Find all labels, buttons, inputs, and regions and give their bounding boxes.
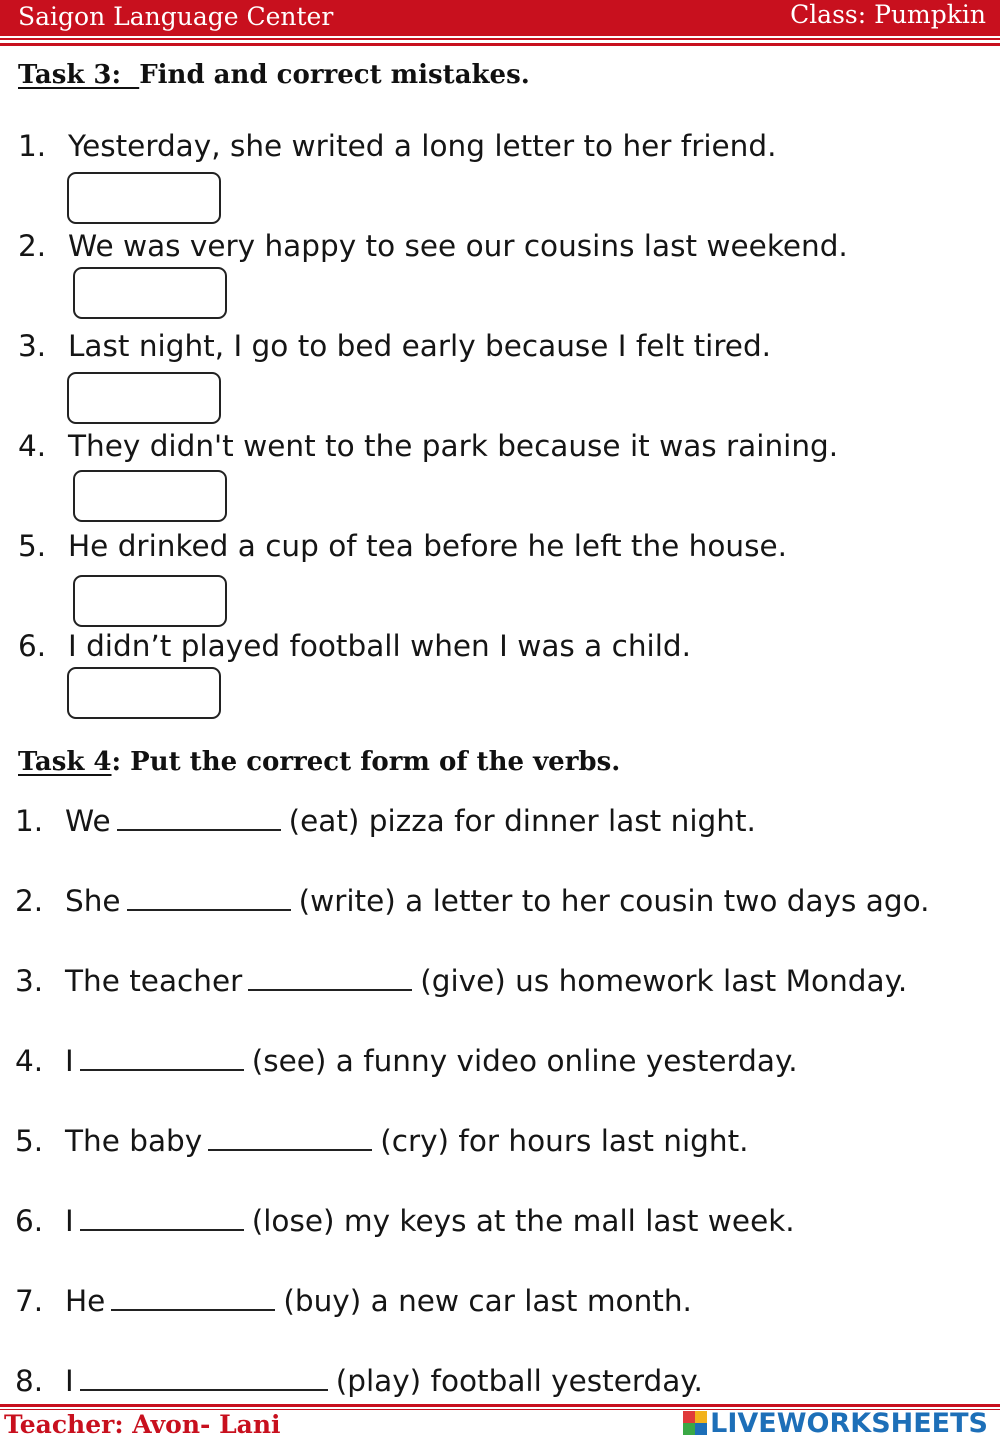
item-subject: The teacher xyxy=(65,964,243,998)
item-rest: (give) us homework last Monday. xyxy=(420,964,908,998)
answer-blank[interactable] xyxy=(80,1203,244,1231)
task3-item xyxy=(18,629,691,663)
item-rest: (eat) pizza for dinner last night. xyxy=(288,804,756,838)
teacher-name: Teacher: Avon- Lani xyxy=(4,1410,281,1439)
item-subject: The baby xyxy=(65,1124,203,1158)
item-sentence: Yesterday, she writed a long letter to her friend. xyxy=(68,129,777,163)
header-bar xyxy=(0,0,1000,36)
item-subject: She xyxy=(65,884,121,918)
header-divider xyxy=(0,38,1000,40)
answer-blank[interactable] xyxy=(117,803,281,831)
answer-blank[interactable] xyxy=(248,963,412,991)
item-number: 5. xyxy=(18,529,47,563)
item-number: 2. xyxy=(15,884,44,918)
item-number: 6. xyxy=(18,629,47,663)
task4-heading xyxy=(18,747,620,777)
header-divider xyxy=(0,43,1000,46)
item-number: 8. xyxy=(15,1364,44,1398)
task3-item xyxy=(18,429,838,463)
item-rest: (play) football yesterday. xyxy=(335,1364,703,1398)
item-sentence: We was very happy to see our cousins last weekend. xyxy=(68,229,848,263)
task4-label: Task 4 xyxy=(18,747,112,777)
answer-box[interactable] xyxy=(73,267,227,319)
item-number: 6. xyxy=(15,1204,44,1238)
task4-title: : Put the correct form of the verbs. xyxy=(111,747,621,777)
logo-text: LIVEWORKSHEETS xyxy=(710,1407,988,1439)
item-rest: (buy) a new car last month. xyxy=(283,1284,692,1318)
task3-item xyxy=(18,329,771,363)
task3-item xyxy=(18,529,787,563)
item-sentence: I didn’t played football when I was a child. xyxy=(68,629,692,663)
liveworksheets-logo xyxy=(683,1406,988,1440)
answer-blank[interactable] xyxy=(111,1283,275,1311)
item-rest: (cry) for hours last night. xyxy=(380,1124,749,1158)
task4-item xyxy=(15,1043,798,1078)
task4-item xyxy=(15,1123,749,1158)
item-subject: We xyxy=(65,804,111,838)
item-subject: I xyxy=(65,1364,74,1398)
task4-item xyxy=(15,1283,692,1318)
answer-blank[interactable] xyxy=(80,1363,328,1391)
answer-blank[interactable] xyxy=(80,1043,244,1071)
item-number: 1. xyxy=(18,129,47,163)
task3-item xyxy=(18,129,776,163)
school-name: Saigon Language Center xyxy=(18,2,334,31)
task4-item xyxy=(15,963,907,998)
task4-item xyxy=(15,803,756,838)
answer-box[interactable] xyxy=(67,667,221,719)
answer-box[interactable] xyxy=(67,372,221,424)
answer-blank[interactable] xyxy=(127,883,291,911)
task4-item xyxy=(15,883,930,918)
liveworksheets-grid-icon xyxy=(683,1411,707,1435)
task4-item xyxy=(15,1363,703,1398)
item-sentence: Last night, I go to bed early because I felt tired. xyxy=(68,329,772,363)
item-rest: (see) a funny video online yesterday. xyxy=(251,1044,798,1078)
item-number: 4. xyxy=(15,1044,44,1078)
task3-item xyxy=(18,229,848,263)
answer-box[interactable] xyxy=(73,470,227,522)
task3-title: Find and correct mistakes. xyxy=(139,60,530,90)
item-rest: (write) a letter to her cousin two days ago. xyxy=(298,884,930,918)
item-number: 3. xyxy=(18,329,47,363)
item-rest: (lose) my keys at the mall last week. xyxy=(251,1204,795,1238)
item-number: 7. xyxy=(15,1284,44,1318)
item-number: 2. xyxy=(18,229,47,263)
item-subject: I xyxy=(65,1044,74,1078)
item-number: 1. xyxy=(15,804,44,838)
answer-box[interactable] xyxy=(67,172,221,224)
task3-label: Task 3: xyxy=(18,60,140,90)
task4-item xyxy=(15,1203,795,1238)
answer-box[interactable] xyxy=(73,575,227,627)
item-sentence: They didn't went to the park because it was raining. xyxy=(68,429,839,463)
task3-heading xyxy=(18,60,530,90)
item-subject: I xyxy=(65,1204,74,1238)
item-subject: He xyxy=(65,1284,106,1318)
item-number: 4. xyxy=(18,429,47,463)
item-number: 3. xyxy=(15,964,44,998)
item-number: 5. xyxy=(15,1124,44,1158)
item-sentence: He drinked a cup of tea before he left the house. xyxy=(68,529,788,563)
answer-blank[interactable] xyxy=(208,1123,372,1151)
class-label: Class: Pumpkin xyxy=(790,0,986,29)
